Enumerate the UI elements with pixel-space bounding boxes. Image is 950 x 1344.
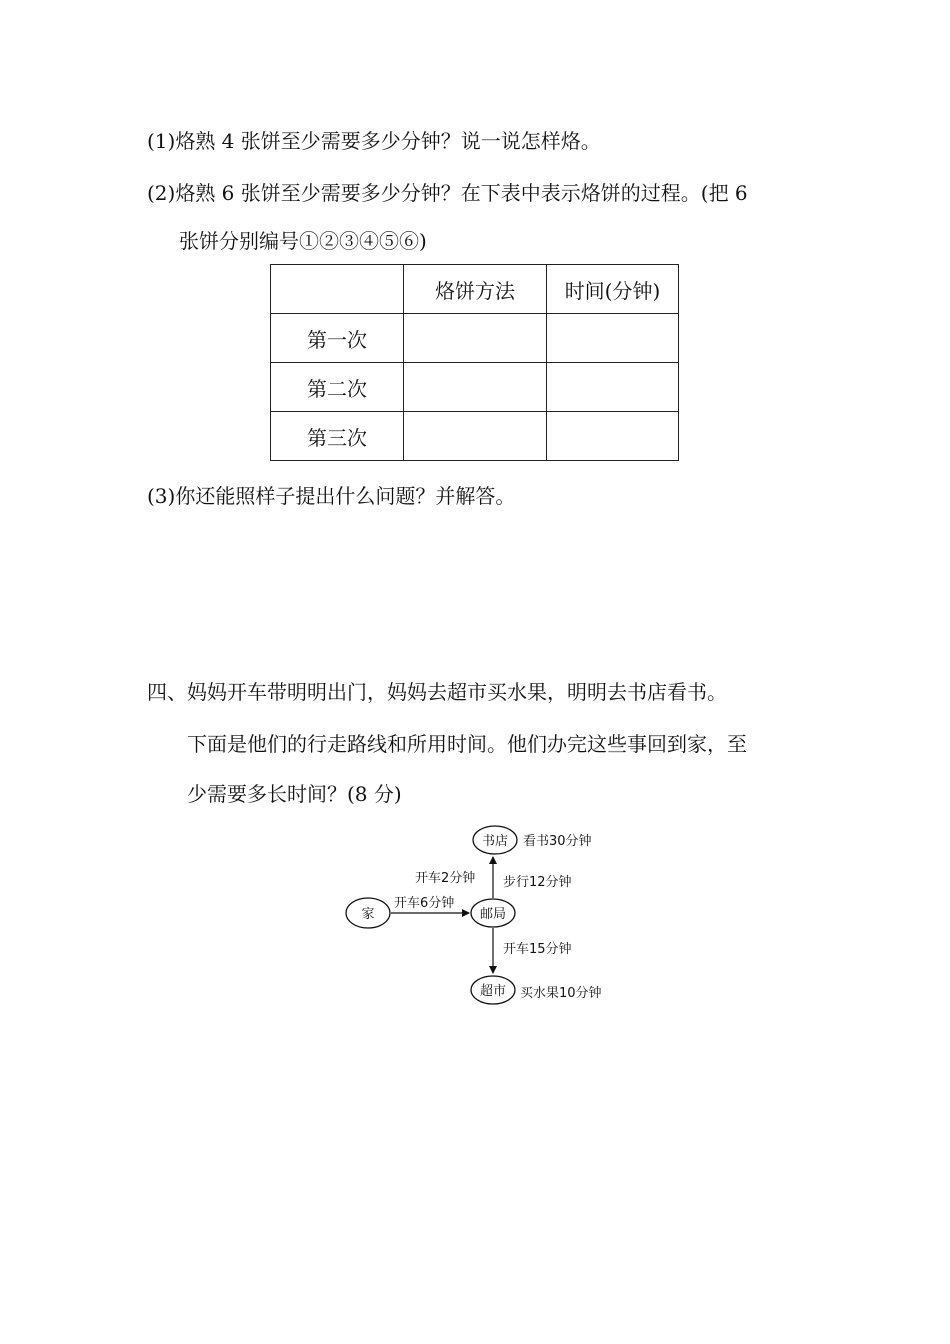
supermarket-activity: 买水果10分钟 xyxy=(520,986,602,1001)
table-cell xyxy=(404,314,547,363)
table-row xyxy=(271,363,679,412)
table-row xyxy=(271,412,679,461)
route-diagram xyxy=(330,818,630,1018)
post-office-label: 邮局 xyxy=(479,907,507,922)
home-node xyxy=(346,898,390,928)
table-cell xyxy=(547,314,679,363)
table-header-cell xyxy=(271,265,404,314)
bookstore-label: 书店 xyxy=(481,834,509,849)
post-office-node xyxy=(471,899,515,927)
table-cell xyxy=(547,363,679,412)
question-1: (1)烙熟 4 张饼至少需要多少分钟？说一说怎样烙。 xyxy=(147,129,601,153)
section-4-line-1: 四、妈妈开车带明明出门，妈妈去超市买水果，明明去书店看书。 xyxy=(147,680,727,704)
bookstore-activity: 看书30分钟 xyxy=(523,834,592,849)
pancake-table xyxy=(270,264,679,461)
table-cell: 第二次 xyxy=(271,363,404,412)
section-4-line-2: 下面是他们的行走路线和所用时间。他们办完这些事回到家，至 xyxy=(187,732,747,756)
edge-post-to-bookstore-walk-label: 步行12分钟 xyxy=(503,875,572,890)
question-3: (3)你还能照样子提出什么问题？并解答。 xyxy=(147,484,516,508)
table-row xyxy=(271,314,679,363)
bookstore-node xyxy=(473,826,517,854)
section-4-line-3: 少需要多长时间？(8 分) xyxy=(187,782,402,806)
edge-home-to-post-label: 开车6分钟 xyxy=(394,896,455,911)
table-cell: 第三次 xyxy=(271,412,404,461)
table-cell xyxy=(547,412,679,461)
table-cell xyxy=(404,363,547,412)
table-cell xyxy=(404,412,547,461)
table-header-cell: 烙饼方法 xyxy=(404,265,547,314)
table-cell: 第一次 xyxy=(271,314,404,363)
edge-post-to-bookstore-drive-label: 开车2分钟 xyxy=(415,871,476,886)
question-2-line-2: 张饼分别编号①②③④⑤⑥) xyxy=(179,229,427,253)
edge-post-to-supermarket-label: 开车15分钟 xyxy=(503,942,572,957)
supermarket-node xyxy=(471,976,515,1004)
supermarket-label: 超市 xyxy=(479,984,507,999)
home-label: 家 xyxy=(361,907,375,922)
table-header-cell: 时间(分钟) xyxy=(547,265,679,314)
question-2-line-1: (2)烙熟 6 张饼至少需要多少分钟？在下表中表示烙饼的过程。(把 6 xyxy=(147,181,748,205)
table-header-row xyxy=(271,265,679,314)
